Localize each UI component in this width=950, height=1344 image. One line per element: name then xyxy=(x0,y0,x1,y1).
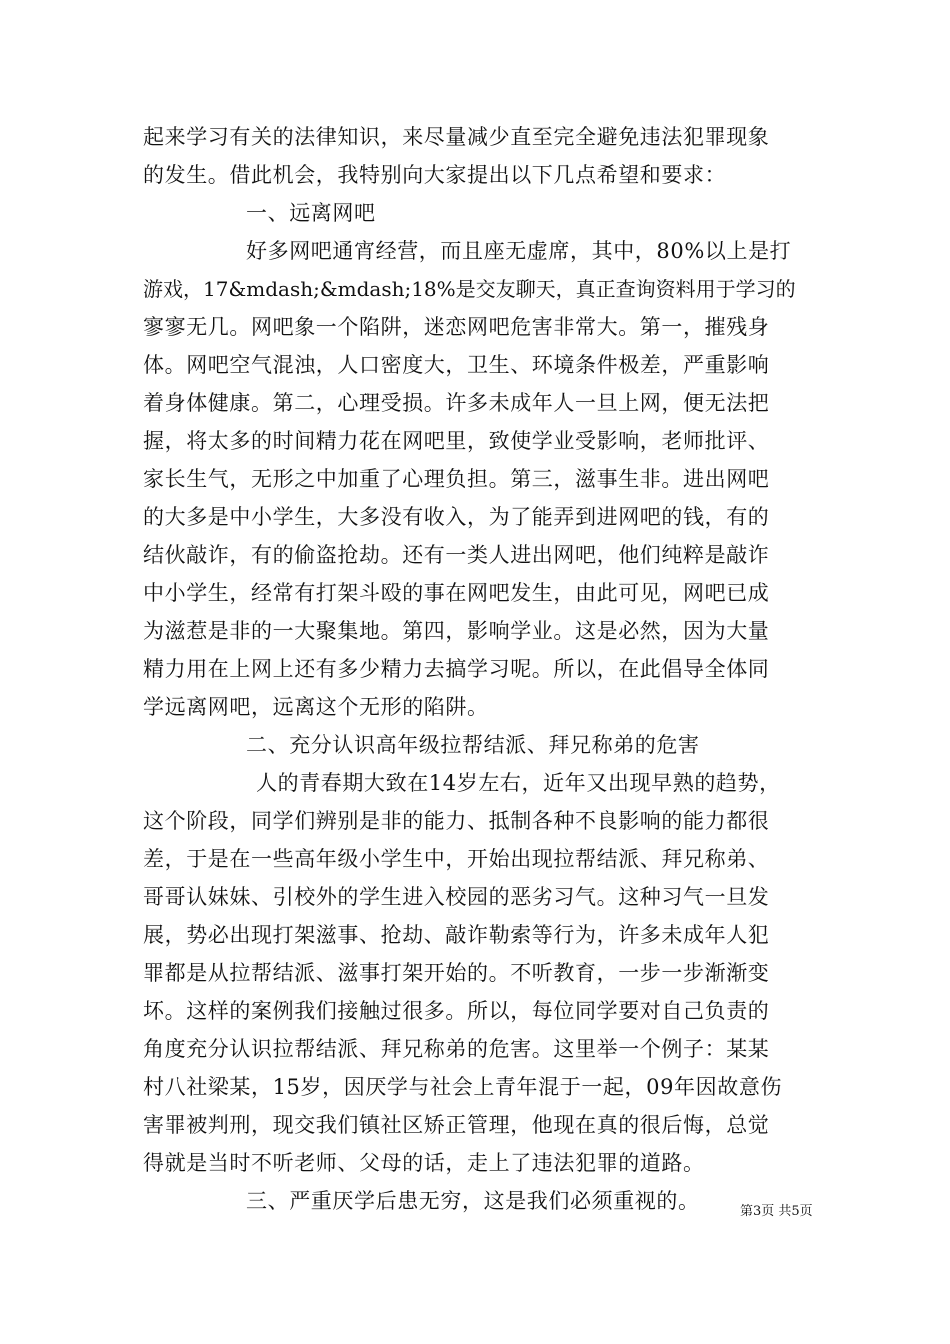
body-text-line: 着身体健康。第二，心理受损。许多未成年人一旦上网，便无法把 xyxy=(143,391,770,415)
body-text-line: 害罪被判刑，现交我们镇社区矫正管理，他现在真的很后悔，总觉 xyxy=(143,1113,770,1137)
body-text-line: 差，于是在一些高年级小学生中，开始出现拉帮结派、拜兄称弟、 xyxy=(143,847,770,871)
section-heading: 一、远离网吧 xyxy=(246,201,376,225)
body-text-line: 结伙敲诈，有的偷盗抢劫。还有一类人进出网吧，他们纯粹是敲诈 xyxy=(143,543,770,567)
section-heading: 三、严重厌学后患无穷，这是我们必须重视的。 xyxy=(246,1189,700,1213)
body-text-line: 家长生气，无形之中加重了心理负担。第三，滋事生非。进出网吧 xyxy=(143,467,770,491)
body-text-line: 中小学生，经常有打架斗殴的事在网吧发生，由此可见，网吧已成 xyxy=(143,581,770,605)
body-text-line: 精力用在上网上还有多少精力去搞学习呢。所以，在此倡导全体同 xyxy=(143,657,770,681)
body-text-line: 角度充分认识拉帮结派、拜兄称弟的危害。这里举一个例子：某某 xyxy=(143,1037,770,1061)
body-text-line: 的大多是中小学生，大多没有收入，为了能弄到进网吧的钱，有的 xyxy=(143,505,770,529)
body-text-line: 寥寥无几。网吧象一个陷阱，迷恋网吧危害非常大。第一，摧残身 xyxy=(143,315,770,339)
paragraph-first-line: 好多网吧通宵经营，而且座无虚席，其中，80%以上是打 xyxy=(246,239,792,263)
body-text-line: 的发生。借此机会，我特别向大家提出以下几点希望和要求： xyxy=(143,163,727,187)
page-number-footer: 第3页 共5页 xyxy=(740,1204,813,1219)
body-text-line: 学远离网吧，远离这个无形的陷阱。 xyxy=(143,695,489,719)
body-text-line: 罪都是从拉帮结派、滋事打架开始的。不听教育，一步一步渐渐变 xyxy=(143,961,770,985)
body-text-line: 起来学习有关的法律知识，来尽量减少直至完全避免违法犯罪现象 xyxy=(143,125,770,149)
body-text-line: 游戏，17&mdash;&mdash;18%是交友聊天，真正查询资料用于学习的 xyxy=(143,277,796,301)
body-text-line: 得就是当时不听老师、父母的话，走上了违法犯罪的道路。 xyxy=(143,1151,705,1175)
section-heading: 二、充分认识高年级拉帮结派、拜兄称弟的危害 xyxy=(246,733,700,757)
body-text-line: 展，势必出现打架滋事、抢劫、敲诈勒索等行为，许多未成年人犯 xyxy=(143,923,770,947)
body-text-line: 坏。这样的案例我们接触过很多。所以，每位同学要对自己负责的 xyxy=(143,999,770,1023)
body-text-line: 为滋惹是非的一大聚集地。第四，影响学业。这是必然，因为大量 xyxy=(143,619,770,643)
body-text-line: 体。网吧空气混浊，人口密度大，卫生、环境条件极差，严重影响 xyxy=(143,353,770,377)
paragraph-first-line: 人的青春期大致在14岁左右，近年又出现早熟的趋势， xyxy=(256,771,781,795)
body-text-line: 这个阶段，同学们辨别是非的能力、抵制各种不良影响的能力都很 xyxy=(143,809,770,833)
body-text-line: 村八社梁某，15岁，因厌学与社会上青年混于一起，09年因故意伤 xyxy=(143,1075,783,1099)
body-text-line: 握，将太多的时间精力花在网吧里，致使学业受影响，老师批评、 xyxy=(143,429,770,453)
body-text-line: 哥哥认妹妹、引校外的学生进入校园的恶劣习气。这种习气一旦发 xyxy=(143,885,770,909)
